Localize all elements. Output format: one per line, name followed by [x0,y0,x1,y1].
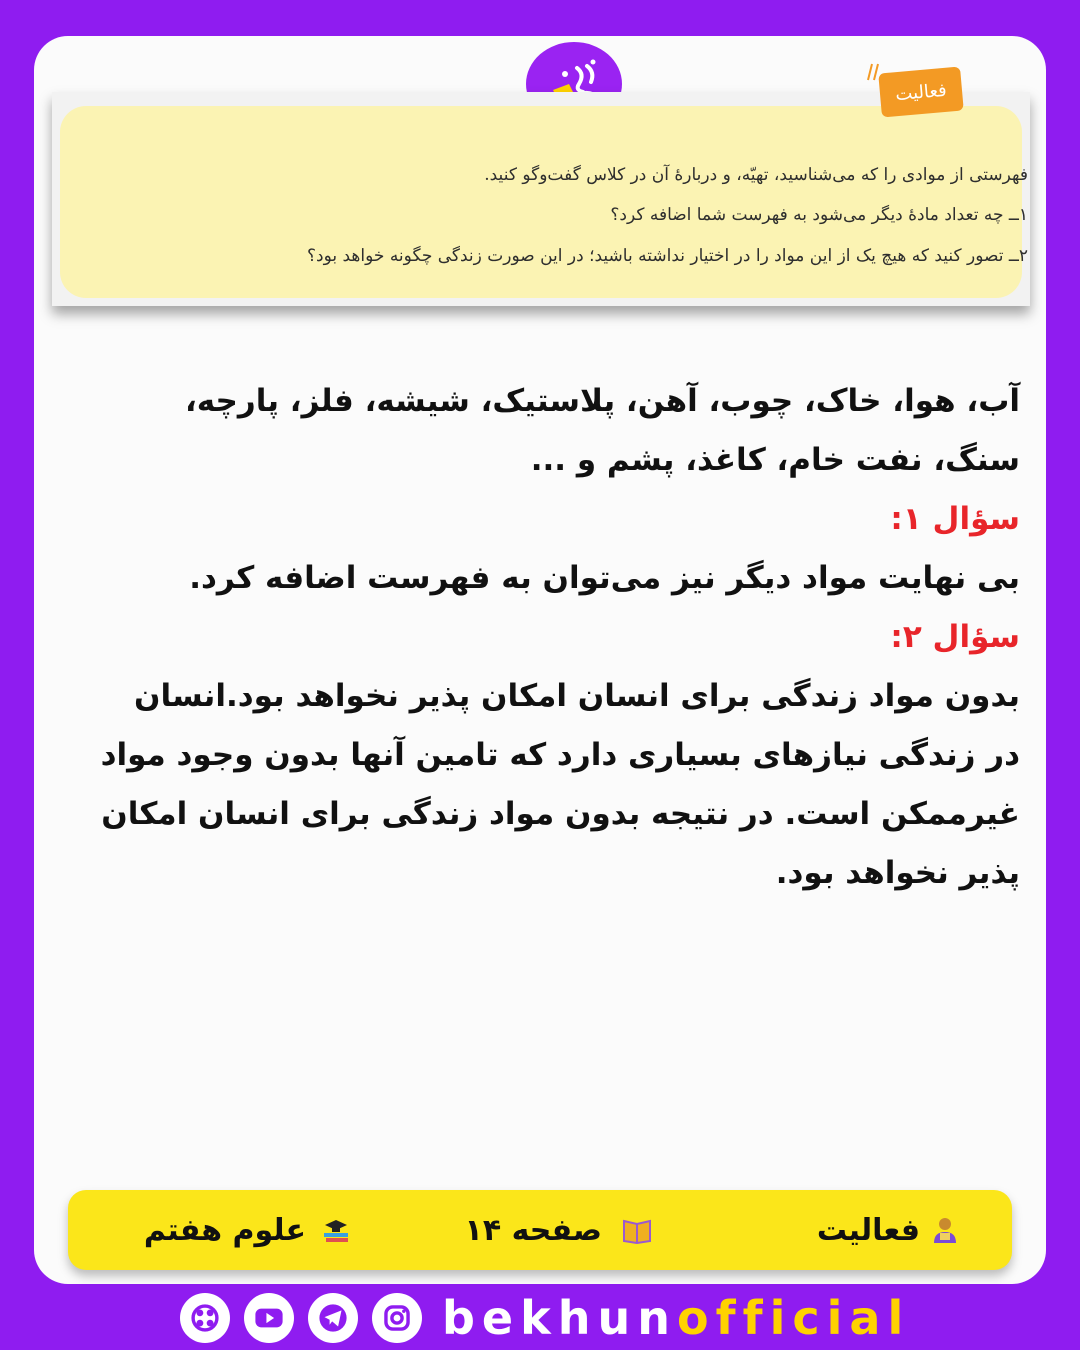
brand-name-part2: official [676,1291,911,1345]
materials-list: آب، هوا، خاک، چوب، آهن، پلاستیک، شیشه، فلز، پارچه، سنگ، نفت خام، کاغذ، پشم و ... [184,383,1020,478]
footer-activity-label: فعالیت [816,1212,920,1248]
graduation-books-icon [316,1215,356,1245]
brand-name [442,1291,910,1345]
activity-tag: فعالیت [878,67,964,118]
youtube-icon[interactable] [244,1293,294,1343]
footer-subject [144,1208,356,1252]
open-book-icon [612,1215,662,1245]
question-2-label: سؤال ۲: [890,619,1020,655]
footer-page-label: صفحه ۱۴ [464,1212,602,1248]
teacher-icon [930,1215,960,1245]
answer-section [100,372,1020,903]
activity-intro: فهرستی از موادی را که می‌شناسید، تهیّه، و دربارهٔ آن در کلاس گفت‌وگو کنید. [484,165,1028,185]
telegram-icon[interactable] [308,1293,358,1343]
activity-panel [60,106,1022,298]
activity-question-1: ۱ــ چه تعداد مادهٔ دیگر می‌شود به فهرست شما اضافه کرد؟ [610,205,1028,225]
footer-page [465,1208,662,1252]
activity-question-2: ۲ــ تصور کنید که هیچ یک از این مواد را در اختیار نداشته باشید؛ در این صورت زندگی چگونه خواهد بود؟ [307,246,1028,266]
question-1-label: سؤال ۱: [890,501,1020,537]
instagram-icon[interactable] [372,1293,422,1343]
question-1-answer: بی نهایت مواد دیگر نیز می‌توان به فهرست اضافه کرد. [189,560,1020,596]
footer-bar [68,1190,1012,1270]
question-2-answer: بدون مواد زندگی برای انسان امکان پذیر نخواهد بود.انسان در زندگی نیازهای بسیاری دارد که تامین آنها بدون وجود مواد غیرممکن است. در نتیجه بدون مواد زندگی برای انسان امکان پذیر نخواهد بود. [100,678,1020,891]
aparat-icon[interactable] [180,1293,230,1343]
textbook-activity-box [52,92,1030,306]
brand-name-part1: bekhun [442,1291,677,1345]
footer-subject-label: علوم هفتم [143,1212,306,1248]
social-strip [180,1290,910,1346]
footer-activity [817,1208,960,1252]
